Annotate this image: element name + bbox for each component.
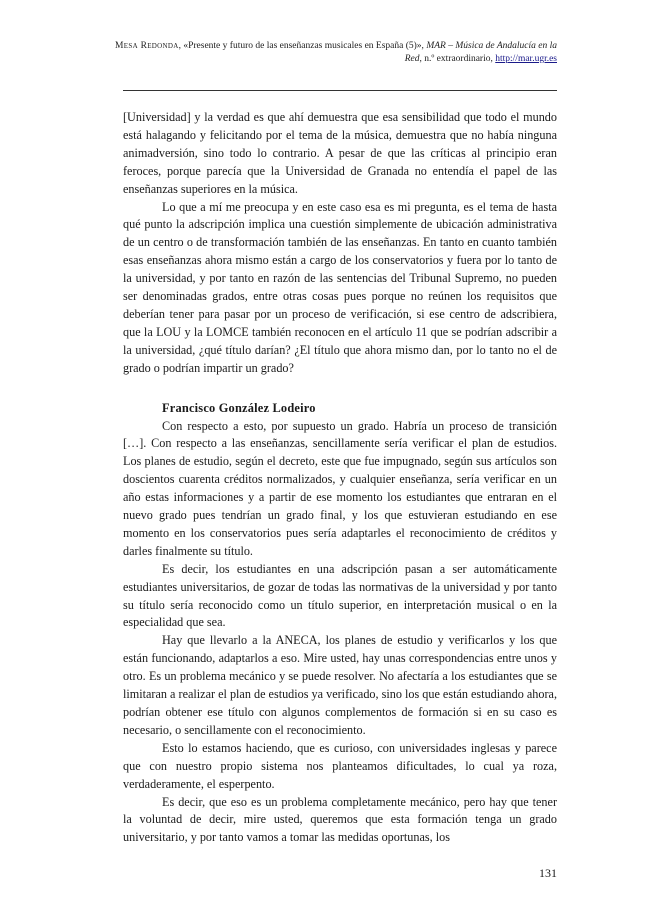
paragraph: Lo que a mí me preocupa y en este caso esa es mi pregunta, es el tema de hasta qué punto la adscripción implica una cuestión simplemente de ubicación administrativa de un centro o de transformación también de las enseñanzas. En tanto en cuanto también esas enseñanzas ahora mismo están a cargo de los conservatorios y fuera por lo tanto de la universidad, y por tanto en razón de las sentencias del Tribunal Supremo, no pueden ser denominadas grados, entre otras cosas pues porque no reúnen los requisitos que deberían tener para pasar por un proceso de verificación, si ese centro de adscribiera, que la LOU y la LOMCE también reconocen en el artículo 11 que se podrían adscribir a la universidad, ¿qué título darían? ¿El título que ahora mismo dan, por lo tanto no el de grado o podrían impartir un grado?	[123, 199, 557, 375]
header-title: , «Presente y futuro de las enseñanzas musicales en España (5)»,	[178, 41, 427, 51]
paragraph: Esto lo estamos haciendo, que es curioso, con universidades inglesas y parece que con nuestro propio sistema nos planteamos dificultades, lo cual ya roza, verdaderamente, el esperpento.	[123, 740, 557, 791]
paragraph: Con respecto a esto, por supuesto un grado. Habría un proceso de transición […]. Con respecto a las enseñanzas, sencillamente sería verificar el plan de estudios. Los planes de estudio, según el decreto, este que fue impugnado, según sus artículos son doscientos cuarenta créditos normalizados, y cualquier enseñanza, sería verificar en un año estas informaciones y a partir de ese momento los estudiantes que entraran en el nuevo grado pues tendrían un grado final, y los que estuvieran estudiando en ese momento en los conservatorios pues sería adaptarles el reconocimiento de créditos y darles finalmente su título.	[123, 418, 557, 558]
header-author: Mesa Redonda	[115, 41, 179, 51]
paragraph: Es decir, los estudiantes en una adscripción pasan a ser automáticamente estudiantes universitarios, de gozar de todas las normativas de la universidad y por tanto su título sería reconocido como un título superior, en interpretación musical o en la especialidad que sea.	[123, 561, 557, 630]
header-journal: MAR – Música de Andalucía en la Red	[404, 41, 557, 64]
header-url-link[interactable]: http://mar.ugr.es	[495, 54, 557, 64]
header-issue: , n.º extraordinario,	[419, 54, 496, 64]
paragraph: Es decir, que eso es un problema completamente mecánico, pero hay que tener la voluntad de decir, mire usted, queremos que esta formación tenga un grado universitario, y por tanto vamos a tomar las medidas oportunas, los	[123, 794, 557, 845]
paragraph: Hay que llevarlo a la ANECA, los planes de estudio y verificarlos y los que están funcionando, adaptarlos a eso. Mire usted, hay unas correspondencias entre unos y otro. Es un problema mecánico y se puede resolver. No afectaría a los estudiantes que se limitaran a realizar el plan de estudios ya verificado, sino los que están estudiando ahora, podrían obtener ese título con algunos complementos de formación si en su caso es necesario, o sencillamente con el reconocimiento.	[123, 633, 557, 737]
running-header	[110, 40, 557, 66]
page-number: 131	[539, 866, 557, 880]
body-text	[123, 109, 557, 847]
paragraph: [Universidad] y la verdad es que ahí demuestra que esa sensibilidad que todo el mundo está halagando y felicitando por el tema de la música, demuestra que no había ninguna animadversión, sino todo lo contrario. A pesar de que las críticas al principio eran feroces, porque parecía que la Universidad de Granada no entendía el papel de las enseñanzas superiores en la música.	[123, 110, 557, 196]
header-rule	[123, 90, 557, 91]
speaker-name: Francisco González Lodeiro	[162, 400, 316, 415]
